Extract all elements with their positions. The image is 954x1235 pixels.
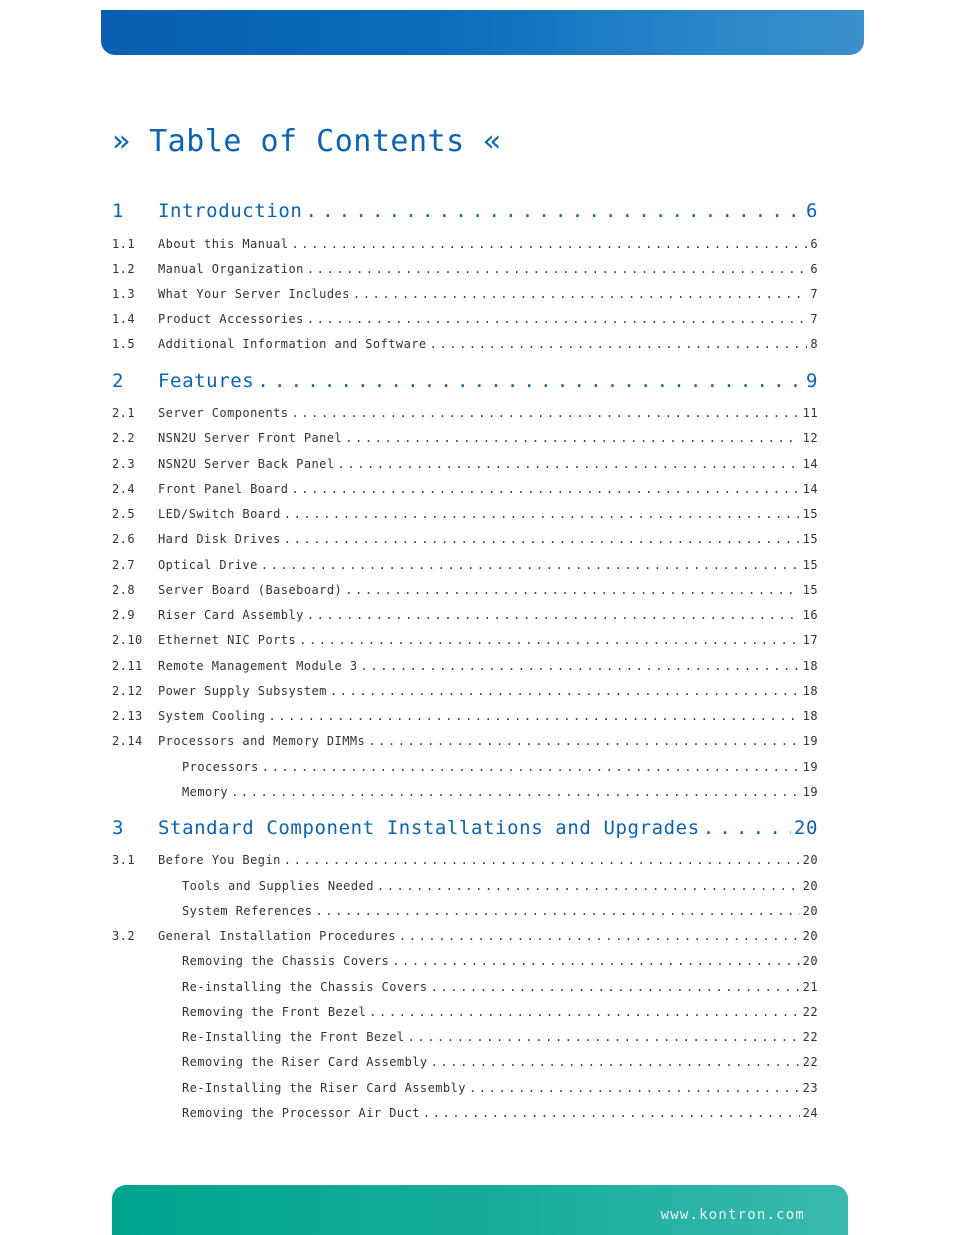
- toc-entry-label: About this Manual: [158, 237, 289, 251]
- toc-entry-label: Re-Installing the Riser Card Assembly: [182, 1081, 466, 1095]
- toc-page-number: 15: [802, 507, 818, 521]
- toc-page-number: 18: [802, 684, 818, 698]
- dot-leader: [284, 853, 800, 867]
- dot-leader: [305, 200, 802, 222]
- toc-section-entry[interactable]: [112, 431, 818, 445]
- toc-entry-number: 1: [112, 200, 125, 222]
- toc-entry-number: 2.1: [112, 406, 136, 420]
- toc-page-number: 7: [810, 287, 818, 301]
- dot-leader: [369, 1005, 799, 1019]
- toc-entry-label: Removing the Riser Card Assembly: [182, 1055, 428, 1069]
- dot-leader: [368, 734, 799, 748]
- dot-leader: [392, 954, 799, 968]
- toc-entry-number: 2: [112, 370, 125, 392]
- toc-page-number: 11: [802, 406, 818, 420]
- toc-entry-label: Re-Installing the Front Bezel: [182, 1030, 405, 1044]
- toc-entry-number: 2.3: [112, 457, 136, 471]
- toc-page-number: 24: [802, 1106, 818, 1120]
- toc-section-entry[interactable]: [112, 558, 818, 572]
- dot-leader: [703, 817, 791, 839]
- toc-subsection-entry[interactable]: [112, 879, 818, 893]
- toc-page-number: 19: [802, 785, 818, 799]
- toc-section-entry[interactable]: [112, 583, 818, 597]
- toc-page-number: 8: [810, 337, 818, 351]
- toc-entry-label: Remote Management Module 3: [158, 659, 358, 673]
- toc-entry-label: Processors: [182, 760, 259, 774]
- toc-page-number: 20: [802, 904, 818, 918]
- dot-leader: [330, 684, 800, 698]
- toc-entry-number: 2.12: [112, 684, 143, 698]
- toc-page-number: 12: [802, 431, 818, 445]
- toc-entry-label: LED/Switch Board: [158, 507, 281, 521]
- toc-entry-label: Front Panel Board: [158, 482, 289, 496]
- toc-entry-label: Manual Organization: [158, 262, 304, 276]
- dot-leader: [307, 608, 800, 622]
- toc-chapter-entry[interactable]: [112, 200, 818, 222]
- toc-section-entry[interactable]: [112, 659, 818, 673]
- toc-entry-number: 3.2: [112, 929, 136, 943]
- toc-page-number: 20: [793, 817, 818, 839]
- toc-page-number: 15: [802, 583, 818, 597]
- toc-entry-number: 3.1: [112, 853, 136, 867]
- toc-entry-label: Introduction: [158, 200, 303, 222]
- toc-page-number: 20: [802, 879, 818, 893]
- toc-section-entry[interactable]: [112, 457, 818, 471]
- toc-entry-number: 2.14: [112, 734, 143, 748]
- toc-page-number: 6: [810, 262, 818, 276]
- dot-leader: [430, 337, 808, 351]
- toc-entry-label: Re-installing the Chassis Covers: [182, 980, 428, 994]
- toc-section-entry[interactable]: [112, 287, 818, 301]
- dot-leader: [284, 532, 800, 546]
- toc-section-entry[interactable]: [112, 684, 818, 698]
- dot-leader: [291, 406, 799, 420]
- toc-entry-label: Ethernet NIC Ports: [158, 633, 297, 647]
- toc-page-number: 22: [802, 1005, 818, 1019]
- toc-section-entry[interactable]: [112, 312, 818, 326]
- toc-section-entry[interactable]: [112, 853, 818, 867]
- toc-entry-label: Riser Card Assembly: [158, 608, 304, 622]
- dot-leader: [257, 370, 803, 392]
- dot-leader: [431, 980, 800, 994]
- toc-entry-label: NSN2U Server Back Panel: [158, 457, 335, 471]
- toc-page-number: 18: [802, 659, 818, 673]
- toc-section-entry[interactable]: [112, 482, 818, 496]
- toc-page-number: 7: [810, 312, 818, 326]
- dot-leader: [231, 785, 800, 799]
- toc-page-number: 20: [802, 929, 818, 943]
- toc-entry-number: 2.2: [112, 431, 136, 445]
- toc-subsection-entry[interactable]: [112, 980, 818, 994]
- dot-leader: [307, 262, 807, 276]
- toc-entry-number: 2.6: [112, 532, 136, 546]
- toc-entry-number: 2.9: [112, 608, 136, 622]
- toc-section-entry[interactable]: [112, 507, 818, 521]
- dot-leader: [377, 879, 800, 893]
- toc-subsection-entry[interactable]: [112, 1055, 818, 1069]
- toc-entry-number: 1.3: [112, 287, 136, 301]
- toc-entry-label: Hard Disk Drives: [158, 532, 281, 546]
- toc-subsection-entry[interactable]: [112, 1106, 818, 1120]
- dot-leader: [315, 904, 799, 918]
- dot-leader: [423, 1106, 800, 1120]
- toc-entry-number: 1.4: [112, 312, 136, 326]
- toc-entry-label: Processors and Memory DIMMs: [158, 734, 366, 748]
- toc-section-entry[interactable]: [112, 608, 818, 622]
- toc-entry-label: Before You Begin: [158, 853, 281, 867]
- toc-entry-number: 2.11: [112, 659, 143, 673]
- toc-entry-label: Removing the Front Bezel: [182, 1005, 367, 1019]
- dot-leader: [345, 583, 799, 597]
- toc-entry-number: 2.4: [112, 482, 136, 496]
- toc-subsection-entry[interactable]: [112, 1081, 818, 1095]
- toc-entry-number: 1.2: [112, 262, 136, 276]
- dot-leader: [284, 507, 800, 521]
- toc-page-number: 20: [802, 853, 818, 867]
- toc-page-number: 17: [802, 633, 818, 647]
- dot-leader: [353, 287, 807, 301]
- toc-entry-label: System Cooling: [158, 709, 266, 723]
- toc-subsection-entry[interactable]: [112, 785, 818, 799]
- toc-entry-label: Removing the Chassis Covers: [182, 954, 390, 968]
- toc-entry-label: What Your Server Includes: [158, 287, 350, 301]
- toc-entry-label: Server Board (Baseboard): [158, 583, 343, 597]
- toc-entry-label: Additional Information and Software: [158, 337, 427, 351]
- toc-entry-number: 2.10: [112, 633, 143, 647]
- toc-entry-number: 2.7: [112, 558, 136, 572]
- dot-leader: [262, 760, 800, 774]
- toc-entry-number: 2.8: [112, 583, 136, 597]
- toc-section-entry[interactable]: [112, 532, 818, 546]
- toc-section-entry[interactable]: [112, 337, 818, 351]
- dot-leader: [408, 1030, 800, 1044]
- toc-page-number: 6: [805, 200, 818, 222]
- dot-leader: [431, 1055, 800, 1069]
- toc-page-number: 16: [802, 608, 818, 622]
- toc-page-number: 14: [802, 457, 818, 471]
- dot-leader: [345, 431, 799, 445]
- toc-entry-label: System References: [182, 904, 313, 918]
- toc-subsection-entry[interactable]: [112, 1005, 818, 1019]
- toc-page-number: 19: [802, 760, 818, 774]
- toc-page-number: 6: [810, 237, 818, 251]
- toc-chapter-entry[interactable]: [112, 817, 818, 839]
- toc-section-entry[interactable]: [112, 406, 818, 420]
- toc-entry-label: Removing the Processor Air Duct: [182, 1106, 420, 1120]
- dot-leader: [361, 659, 800, 673]
- dot-leader: [291, 482, 799, 496]
- toc-entry-label: Memory: [182, 785, 229, 799]
- dot-leader: [291, 237, 807, 251]
- toc-page-number: 9: [805, 370, 818, 392]
- toc-entry-label: Server Components: [158, 406, 289, 420]
- toc-page-number: 20: [802, 954, 818, 968]
- toc-entry-number: 2.13: [112, 709, 143, 723]
- toc-section-entry[interactable]: [112, 237, 818, 251]
- toc-entry-number: 3: [112, 817, 125, 839]
- dot-leader: [261, 558, 800, 572]
- toc-entry-number: 2.5: [112, 507, 136, 521]
- toc-page-number: 14: [802, 482, 818, 496]
- toc-chapter-entry[interactable]: [112, 370, 818, 392]
- toc-subsection-entry[interactable]: [112, 954, 818, 968]
- toc-entry-label: Power Supply Subsystem: [158, 684, 327, 698]
- toc-page-number: 15: [802, 558, 818, 572]
- dot-leader: [399, 929, 800, 943]
- bottom-footer-banner: [112, 1185, 848, 1235]
- dot-leader: [469, 1081, 800, 1095]
- toc-subsection-entry[interactable]: [112, 760, 818, 774]
- toc-section-entry[interactable]: [112, 929, 818, 943]
- toc-entry-number: 1.5: [112, 337, 136, 351]
- toc-page-number: 18: [802, 709, 818, 723]
- toc-page-number: 21: [802, 980, 818, 994]
- dot-leader: [307, 312, 807, 326]
- toc-entry-label: General Installation Procedures: [158, 929, 396, 943]
- toc-entry-label: Features: [158, 370, 255, 392]
- toc-subsection-entry[interactable]: [112, 1030, 818, 1044]
- dot-leader: [299, 633, 799, 647]
- toc-entry-number: 1.1: [112, 237, 136, 251]
- toc-section-entry[interactable]: [112, 734, 818, 748]
- toc-section-entry[interactable]: [112, 633, 818, 647]
- toc-section-entry[interactable]: [112, 262, 818, 276]
- toc-page-number: 15: [802, 532, 818, 546]
- toc-entry-label: NSN2U Server Front Panel: [158, 431, 343, 445]
- toc-entry-label: Tools and Supplies Needed: [182, 879, 374, 893]
- toc-page-number: 23: [802, 1081, 818, 1095]
- toc-subsection-entry[interactable]: [112, 904, 818, 918]
- toc-entry-label: Optical Drive: [158, 558, 258, 572]
- toc-page-number: 22: [802, 1030, 818, 1044]
- toc-entry-label: Product Accessories: [158, 312, 304, 326]
- toc-entry-label: Standard Component Installations and Upgrades: [158, 817, 700, 839]
- toc-section-entry[interactable]: [112, 709, 818, 723]
- dot-leader: [338, 457, 800, 471]
- page-title: » Table of Contents «: [112, 124, 502, 159]
- dot-leader: [268, 709, 799, 723]
- toc-page-number: 22: [802, 1055, 818, 1069]
- toc-page-number: 19: [802, 734, 818, 748]
- footer-url-link[interactable]: www.kontron.com: [660, 1207, 805, 1223]
